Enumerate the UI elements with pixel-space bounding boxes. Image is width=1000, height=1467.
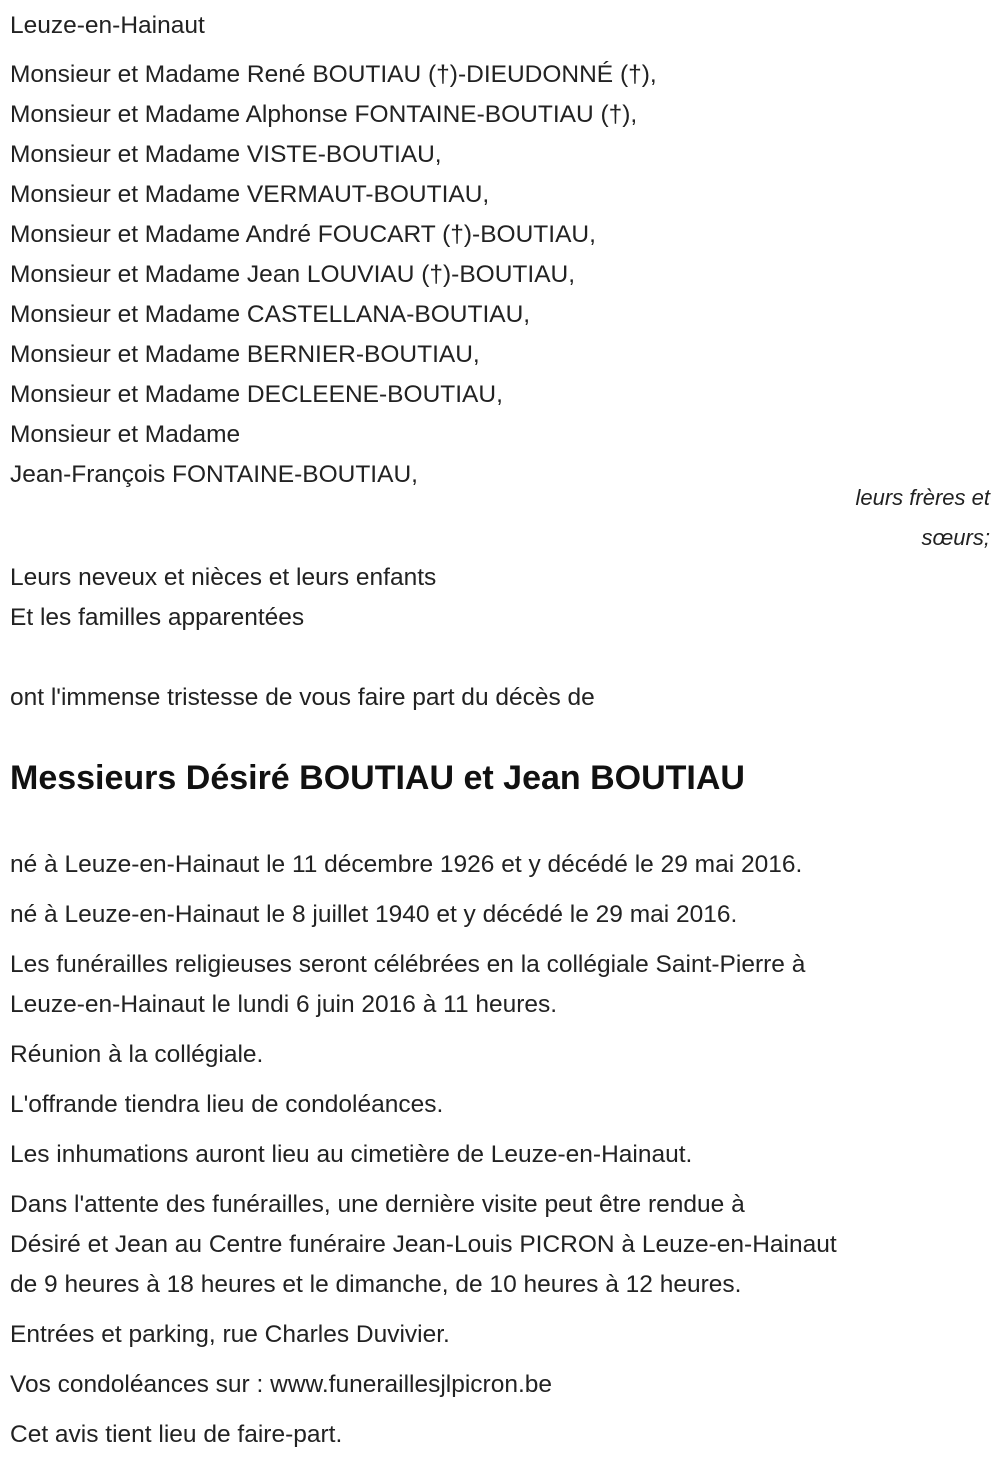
relation-text: leurs frères et — [855, 485, 990, 510]
others-line: Et les familles apparentées — [10, 604, 305, 631]
family-line: Monsieur et Madame VERMAUT-BOUTIAU, — [10, 181, 490, 208]
detail-line: né à Leuze-en-Hainaut le 11 décembre 1926 et y décédé le 29 mai 2016. — [10, 851, 803, 878]
family-line: Monsieur et Madame DECLEENE-BOUTIAU, — [10, 381, 503, 408]
family-line: Monsieur et Madame — [10, 421, 241, 448]
place-heading: Leuze-en-Hainaut — [10, 12, 205, 39]
deceased-title: Messieurs Désiré BOUTIAU et Jean BOUTIAU — [10, 759, 745, 797]
detail-line: Entrées et parking, rue Charles Duvivier. — [10, 1321, 450, 1348]
family-line: Monsieur et Madame CASTELLANA-BOUTIAU, — [10, 301, 531, 328]
detail-line: de 9 heures à 18 heures et le dimanche, de 10 heures à 12 heures. — [10, 1271, 742, 1298]
detail-line: L'offrande tiendra lieu de condoléances. — [10, 1091, 444, 1118]
relation-text: sœurs; — [921, 525, 990, 550]
detail-line: Les inhumations auront lieu au cimetière de Leuze-en-Hainaut. — [10, 1141, 693, 1168]
family-line: Monsieur et Madame René BOUTIAU (†)-DIEUDONNÉ (†), — [10, 61, 657, 88]
detail-line: Dans l'attente des funérailles, une dernière visite peut être rendue à — [10, 1191, 745, 1218]
detail-line: Leuze-en-Hainaut le lundi 6 juin 2016 à 11 heures. — [10, 991, 558, 1018]
family-line: Monsieur et Madame Alphonse FONTAINE-BOUTIAU (†), — [10, 101, 638, 128]
detail-line: Les funérailles religieuses seront célébrées en la collégiale Saint-Pierre à — [10, 951, 806, 978]
family-line: Monsieur et Madame VISTE-BOUTIAU, — [10, 141, 442, 168]
others-line: Leurs neveux et nièces et leurs enfants — [10, 564, 437, 591]
detail-line: Cet avis tient lieu de faire-part. — [10, 1421, 343, 1448]
detail-line: Désiré et Jean au Centre funéraire Jean-Louis PICRON à Leuze-en-Hainaut — [10, 1231, 837, 1258]
family-line: Monsieur et Madame André FOUCART (†)-BOUTIAU, — [10, 221, 596, 248]
detail-line: Réunion à la collégiale. — [10, 1041, 264, 1068]
family-line: Monsieur et Madame BERNIER-BOUTIAU, — [10, 341, 480, 368]
detail-line: né à Leuze-en-Hainaut le 8 juillet 1940 et y décédé le 29 mai 2016. — [10, 901, 738, 928]
announcement: ont l'immense tristesse de vous faire part du décès de — [10, 684, 595, 711]
condolences-link-line: Vos condoléances sur : www.funeraillesjlpicron.be — [10, 1371, 553, 1398]
family-line: Jean-François FONTAINE-BOUTIAU, — [10, 461, 418, 488]
family-line: Monsieur et Madame Jean LOUVIAU (†)-BOUTIAU, — [10, 261, 576, 288]
